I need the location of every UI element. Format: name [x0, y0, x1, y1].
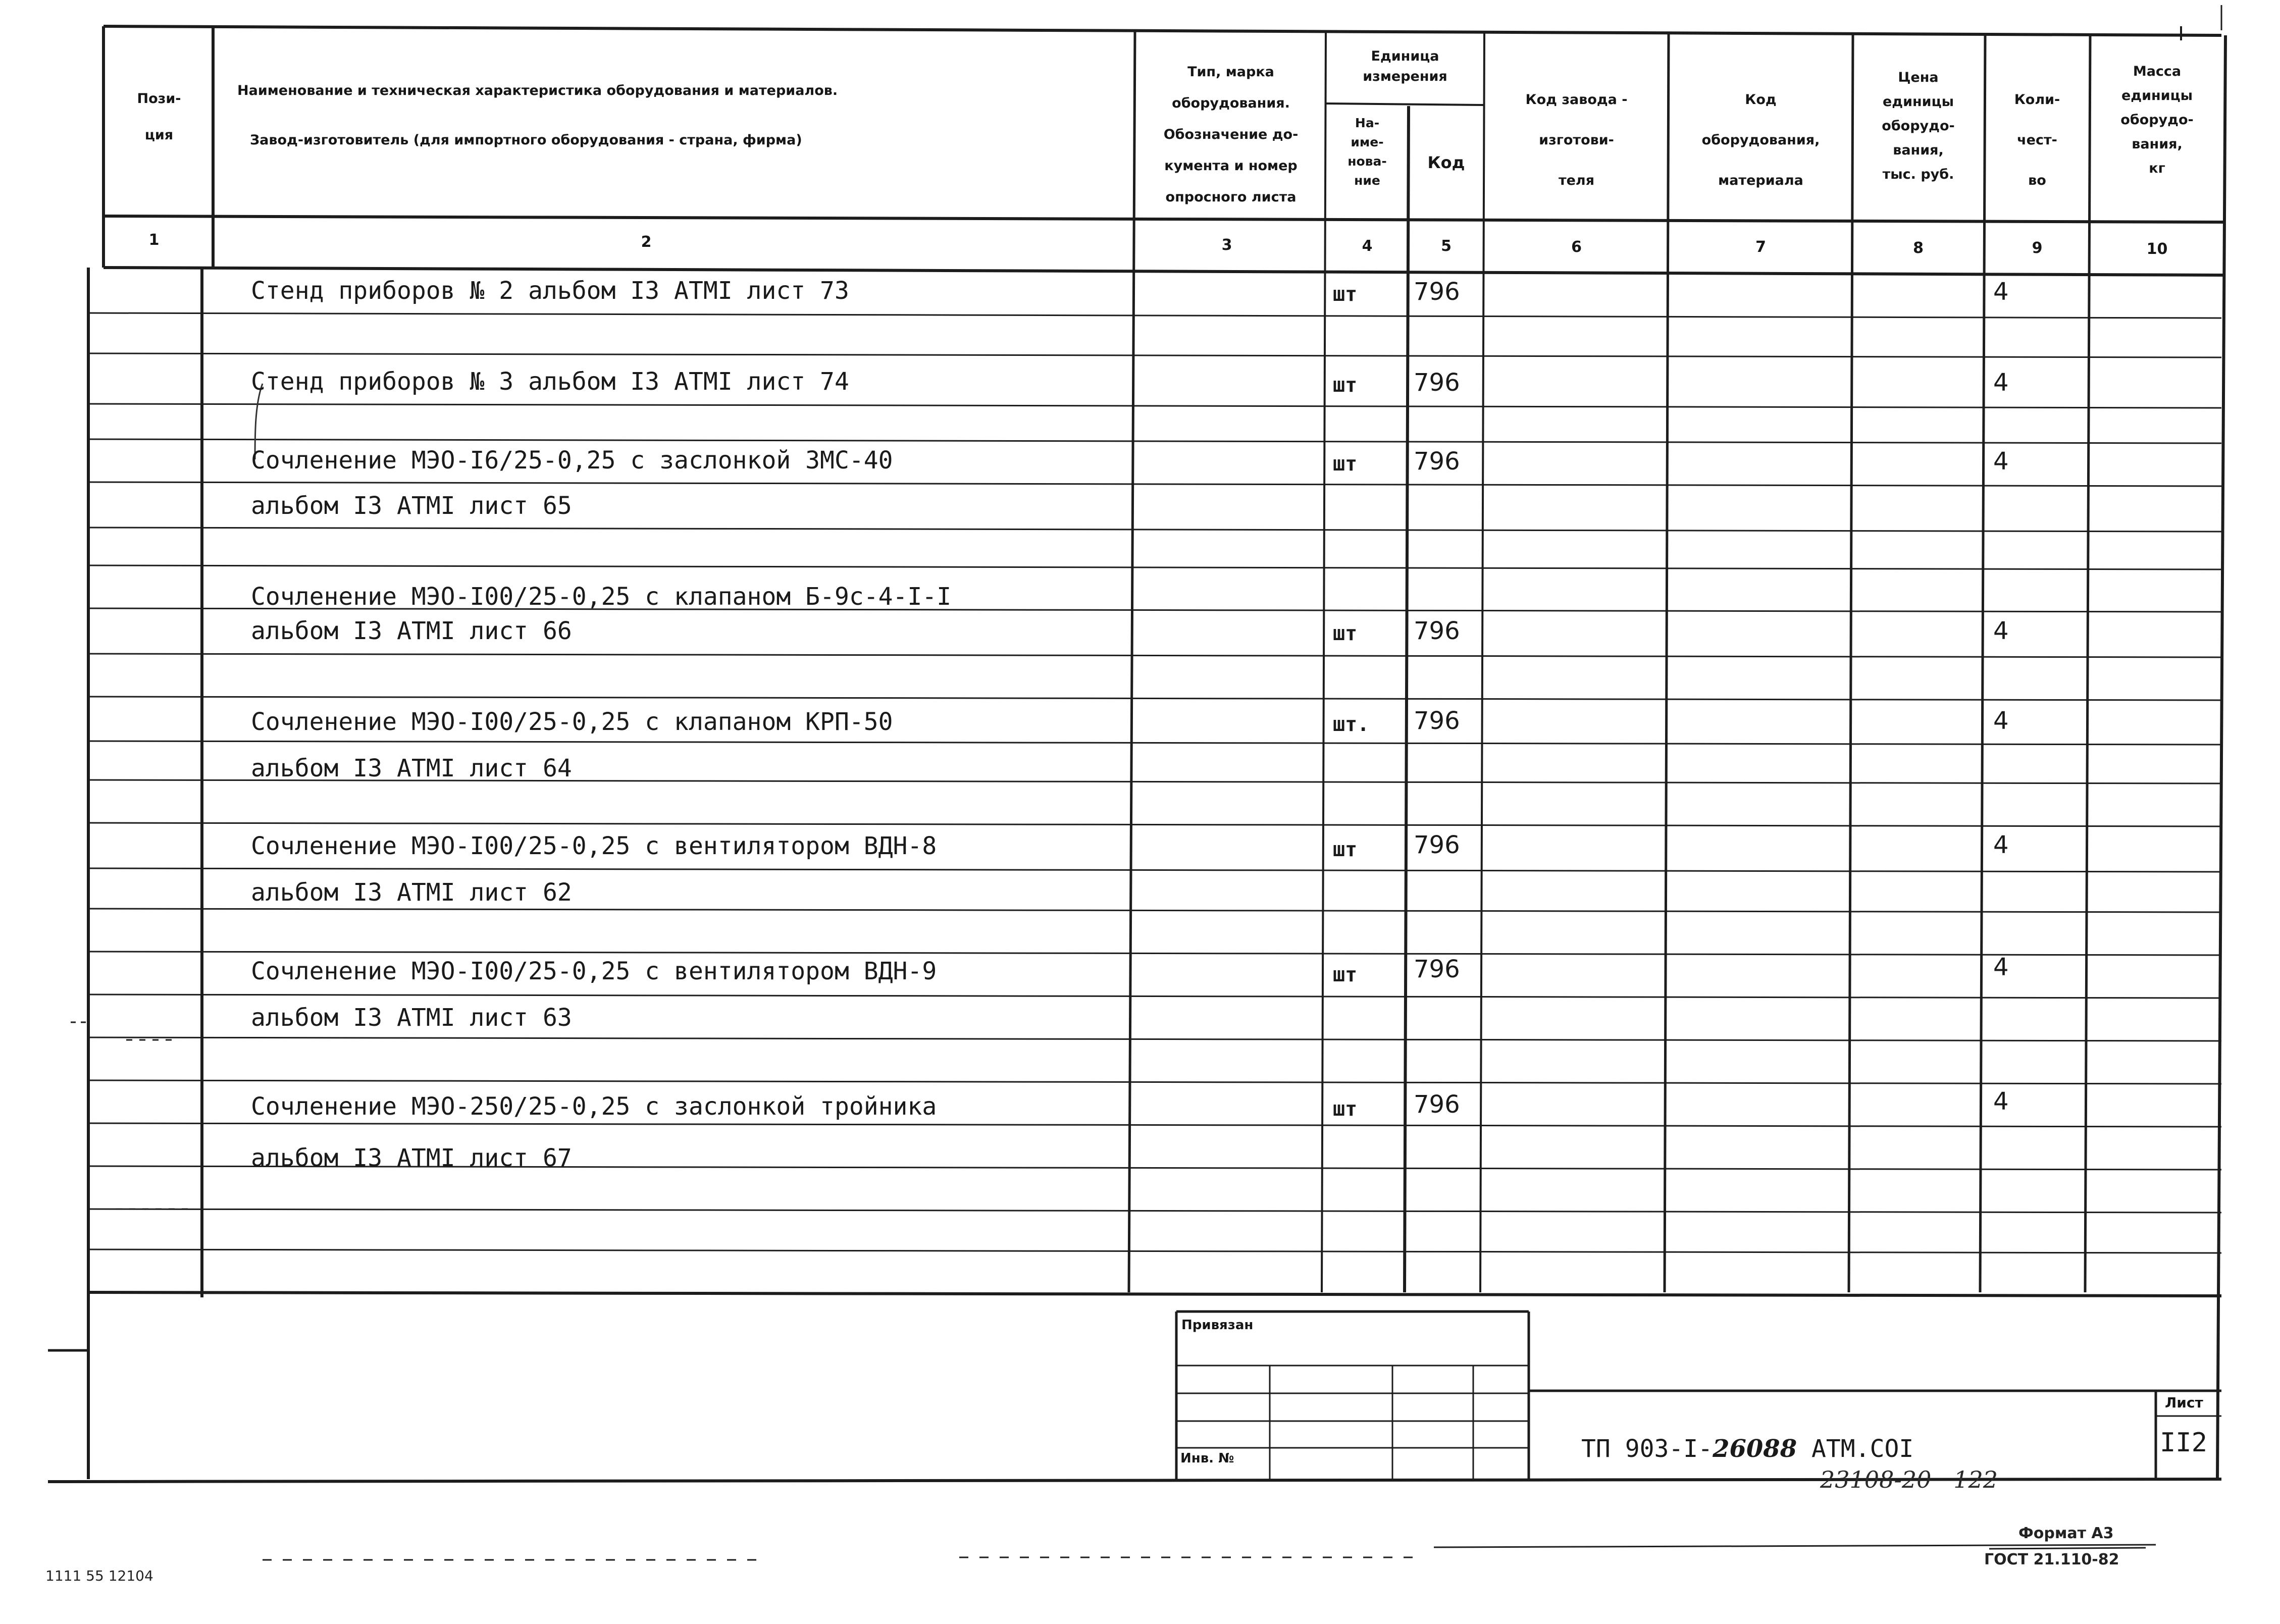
- stamp-privyazan: Привязан: [1181, 1318, 1254, 1333]
- table-row-name: Сочленение МЭО-I00/25-0,25 с клапаном КРП-50: [251, 708, 893, 736]
- col-header-unit-group: Единица измерения: [1363, 48, 1447, 84]
- col-number-10: 10: [2146, 240, 2168, 258]
- col-number-2: 2: [641, 233, 652, 251]
- table-row-unit: шт: [1333, 963, 1358, 986]
- table-row-name-cont: альбом I3 АТМI лист 62: [251, 878, 572, 907]
- table-row-qty: 4: [1993, 953, 2009, 981]
- table-row-name: Сочленение МЭО-I00/25-0,25 с вентилятором ВДН-9: [251, 957, 937, 985]
- table-row-qty: 4: [1993, 617, 2009, 645]
- col-number-9: 9: [2032, 239, 2043, 257]
- table-row-qty: 4: [1993, 707, 2009, 735]
- table-row-unit: шт: [1333, 622, 1358, 645]
- sheet-number: II2: [2160, 1428, 2207, 1458]
- col-header-mass: Масса единицы оборудо- вания, кг: [2120, 64, 2194, 176]
- table-row-unit: шт: [1333, 283, 1358, 306]
- table-row-qty: 4: [1993, 831, 2009, 859]
- document-code: [1581, 1435, 1913, 1463]
- table-row-qty: 4: [1993, 1087, 2009, 1116]
- col-header-equipment-code: Код оборудования, материала: [1701, 92, 1820, 188]
- table-row-unit: шт: [1333, 374, 1358, 397]
- table-row-name: Сочленение МЭО-250/25-0,25 с заслонкой тройника: [251, 1092, 937, 1121]
- table-row-name-cont: альбом I3 АТМI лист 66: [251, 617, 572, 645]
- col-number-3: 3: [1221, 236, 1232, 254]
- format-label: Формат А3: [2018, 1525, 2114, 1542]
- col-number-1: 1: [148, 231, 160, 249]
- table-row-unit: шт.: [1333, 713, 1370, 736]
- col-number-7: 7: [1755, 238, 1766, 256]
- document-code-suffix: АТМ.СОI: [1797, 1435, 1914, 1463]
- col-header-position: Пози- ция: [137, 91, 181, 143]
- col-header-price: Цена единицы оборудо- вания, тыс. руб.: [1882, 70, 1955, 182]
- table-row-name: Сочленение МЭО-I6/25-0,25 с заслонкой ЗМС-40: [251, 446, 893, 475]
- col-header-unit-name: На- име- нова- ние: [1348, 116, 1387, 188]
- table-row-qty: 4: [1993, 447, 2009, 476]
- table-row-name: Стенд приборов № 2 альбом I3 АТМI лист 73: [251, 277, 849, 305]
- table-row-qty: 4: [1993, 278, 2009, 306]
- col-number-5: 5: [1441, 237, 1452, 255]
- col-header-name-line1: Наименование и техническая характеристика оборудования и материалов.: [237, 83, 838, 98]
- table-row-code: 796: [1414, 831, 1460, 859]
- table-row-name-cont: альбом I3 АТМI лист 65: [251, 492, 572, 520]
- table-row-name-cont: альбом I3 АТМI лист 67: [251, 1144, 572, 1172]
- table-row-name: Сочленение МЭО-I00/25-0,25 с клапаном Б-9с-4-I-I: [251, 583, 952, 611]
- col-header-type: Тип, марка оборудования. Обозначение до- кумента и номер опросного листа: [1163, 64, 1299, 205]
- table-row-code: 796: [1414, 617, 1460, 645]
- table-row-code: 796: [1414, 1090, 1460, 1119]
- gost-label: ГОСТ 21.110-82: [1984, 1551, 2119, 1568]
- table-row-unit: шт: [1333, 452, 1358, 476]
- col-header-factory-code: Код завода - изготови- теля: [1525, 92, 1628, 188]
- col-number-6: 6: [1571, 238, 1582, 256]
- stamp-inv-no: Инв. №: [1180, 1451, 1234, 1466]
- document-code-handwritten: 26088: [1713, 1435, 1797, 1463]
- table-row-code: 796: [1414, 447, 1460, 476]
- left-archive-code: 1111 55 12104: [45, 1567, 153, 1584]
- document-code-prefix: ТП 903-I-: [1581, 1435, 1713, 1463]
- table-row-code: 796: [1414, 278, 1460, 306]
- handwritten-number: 23108-20 122: [1820, 1466, 1998, 1493]
- table-row-name: Сочленение МЭО-I00/25-0,25 с вентилятором ВДН-8: [251, 832, 937, 860]
- col-header-quantity: Коли- чест- во: [2014, 92, 2060, 188]
- col-header-unit-code: Код: [1427, 153, 1465, 172]
- table-row-code: 796: [1414, 707, 1460, 735]
- table-row-name-cont: альбом I3 АТМI лист 63: [251, 1004, 572, 1032]
- table-row-name-cont: альбом I3 АТМI лист 64: [251, 754, 572, 782]
- table-row-unit: шт: [1333, 1097, 1358, 1121]
- col-number-4: 4: [1362, 237, 1373, 255]
- col-number-8: 8: [1913, 239, 1924, 257]
- table-row-name: Стенд приборов № 3 альбом I3 АТМI лист 74: [251, 368, 849, 396]
- table-row-unit: шт: [1333, 838, 1358, 861]
- table-row-qty: 4: [1993, 369, 2009, 397]
- sheet-label: Лист: [2165, 1394, 2203, 1411]
- table-row-code: 796: [1414, 369, 1460, 397]
- col-header-name-line2: Завод-изготовитель (для импортного оборудования - страна, фирма): [250, 132, 802, 148]
- table-row-code: 796: [1414, 955, 1460, 983]
